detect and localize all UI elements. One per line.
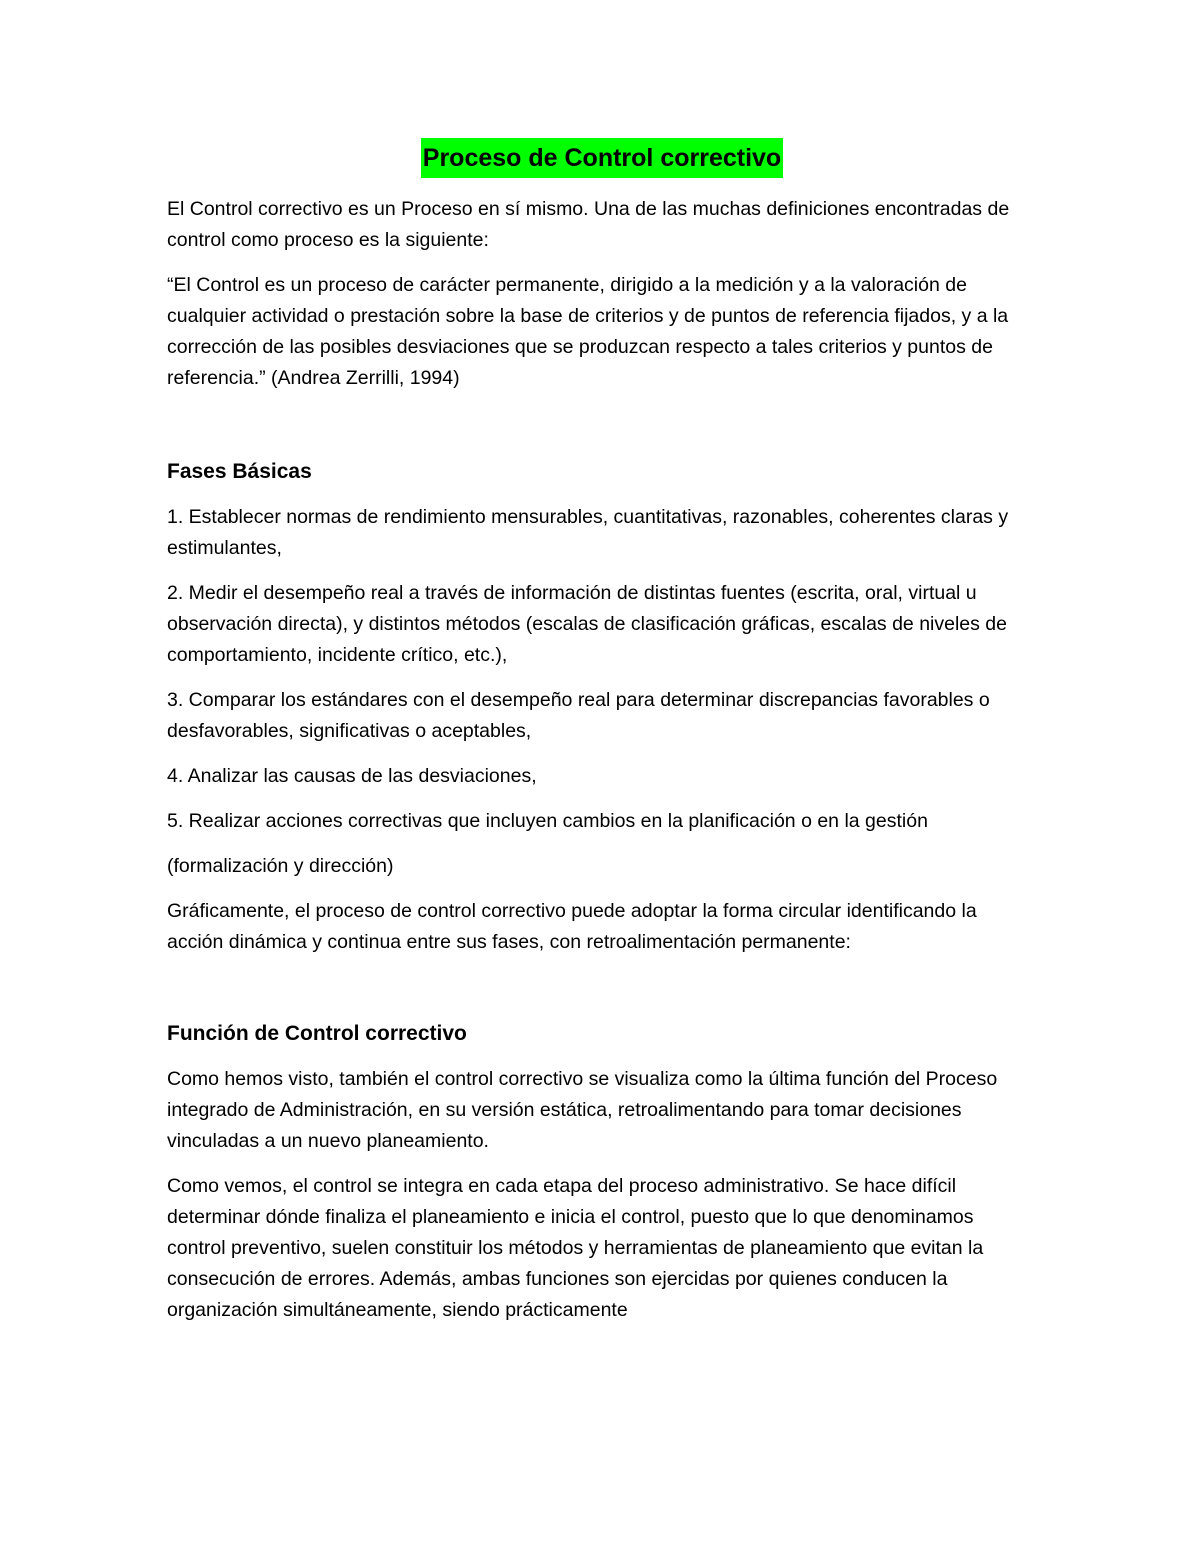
closing-paragraph: Gráficamente, el proceso de control correctivo puede adoptar la forma circular identificando la acción dinámica y continua entre sus fases, con retroalimentación permanente:: [167, 900, 977, 953]
section-heading-fases: Fases Básicas: [167, 460, 312, 483]
document-page: [167, 138, 1037, 1340]
list-item: 1. Establecer normas de rendimiento mensurables, cuantitativas, razonables, coherentes claras y estimulantes,: [167, 506, 1009, 559]
list-item: 2. Medir el desempeño real a través de información de distintas fuentes (escrita, oral, virtual u observación directa), y distintos métodos (escalas de clasificación gráficas, escalas de niveles de comportamiento, incidente crítico, etc.),: [167, 582, 1007, 666]
body-paragraph: Como hemos visto, también el control correctivo se visualiza como la última función del Proceso integrado de Administración, en su versión estática, retroalimentando para tomar decisiones vinculadas a un nuevo planeamiento.: [167, 1068, 998, 1152]
section-heading-funcion: Función de Control correctivo: [167, 1022, 467, 1045]
list-item: 5. Realizar acciones correctivas que incluyen cambios en la planificación o en la gestión: [167, 810, 928, 832]
blank-line: [167, 408, 1037, 456]
quote-paragraph: “El Control es un proceso de carácter permanente, dirigido a la medición y a la valoración de cualquier actividad o prestación sobre la base de criterios y de puntos de referencia fijados, y a la corrección de las posibles desviaciones que se produzcan respecto a tales criterios y puntos de referencia.” (Andrea Zerrilli, 1994): [167, 274, 1009, 389]
blank-line: [167, 972, 1037, 1018]
title-container: [167, 138, 1037, 178]
intro-paragraph: El Control correctivo es un Proceso en sí mismo. Una de las muchas definiciones encontradas de control como proceso es la siguiente:: [167, 198, 1010, 251]
list-item: (formalización y dirección): [167, 855, 394, 877]
list-item: 4. Analizar las causas de las desviaciones,: [167, 765, 537, 787]
page-title: Proceso de Control correctivo: [421, 138, 783, 178]
list-item: 3. Comparar los estándares con el desempeño real para determinar discrepancias favorables o desfavorables, significativas o aceptables,: [167, 689, 990, 742]
body-paragraph: Como vemos, el control se integra en cada etapa del proceso administrativo. Se hace difícil determinar dónde finaliza el planeamiento e inicia el control, puesto que lo que denominamos control preventivo, suelen constituir los métodos y herramientas de planeamiento que evitan la consecución de errores. Además, ambas funciones son ejercidas por quienes conducen la organización simultáneamente, siendo prácticamente: [167, 1175, 984, 1321]
